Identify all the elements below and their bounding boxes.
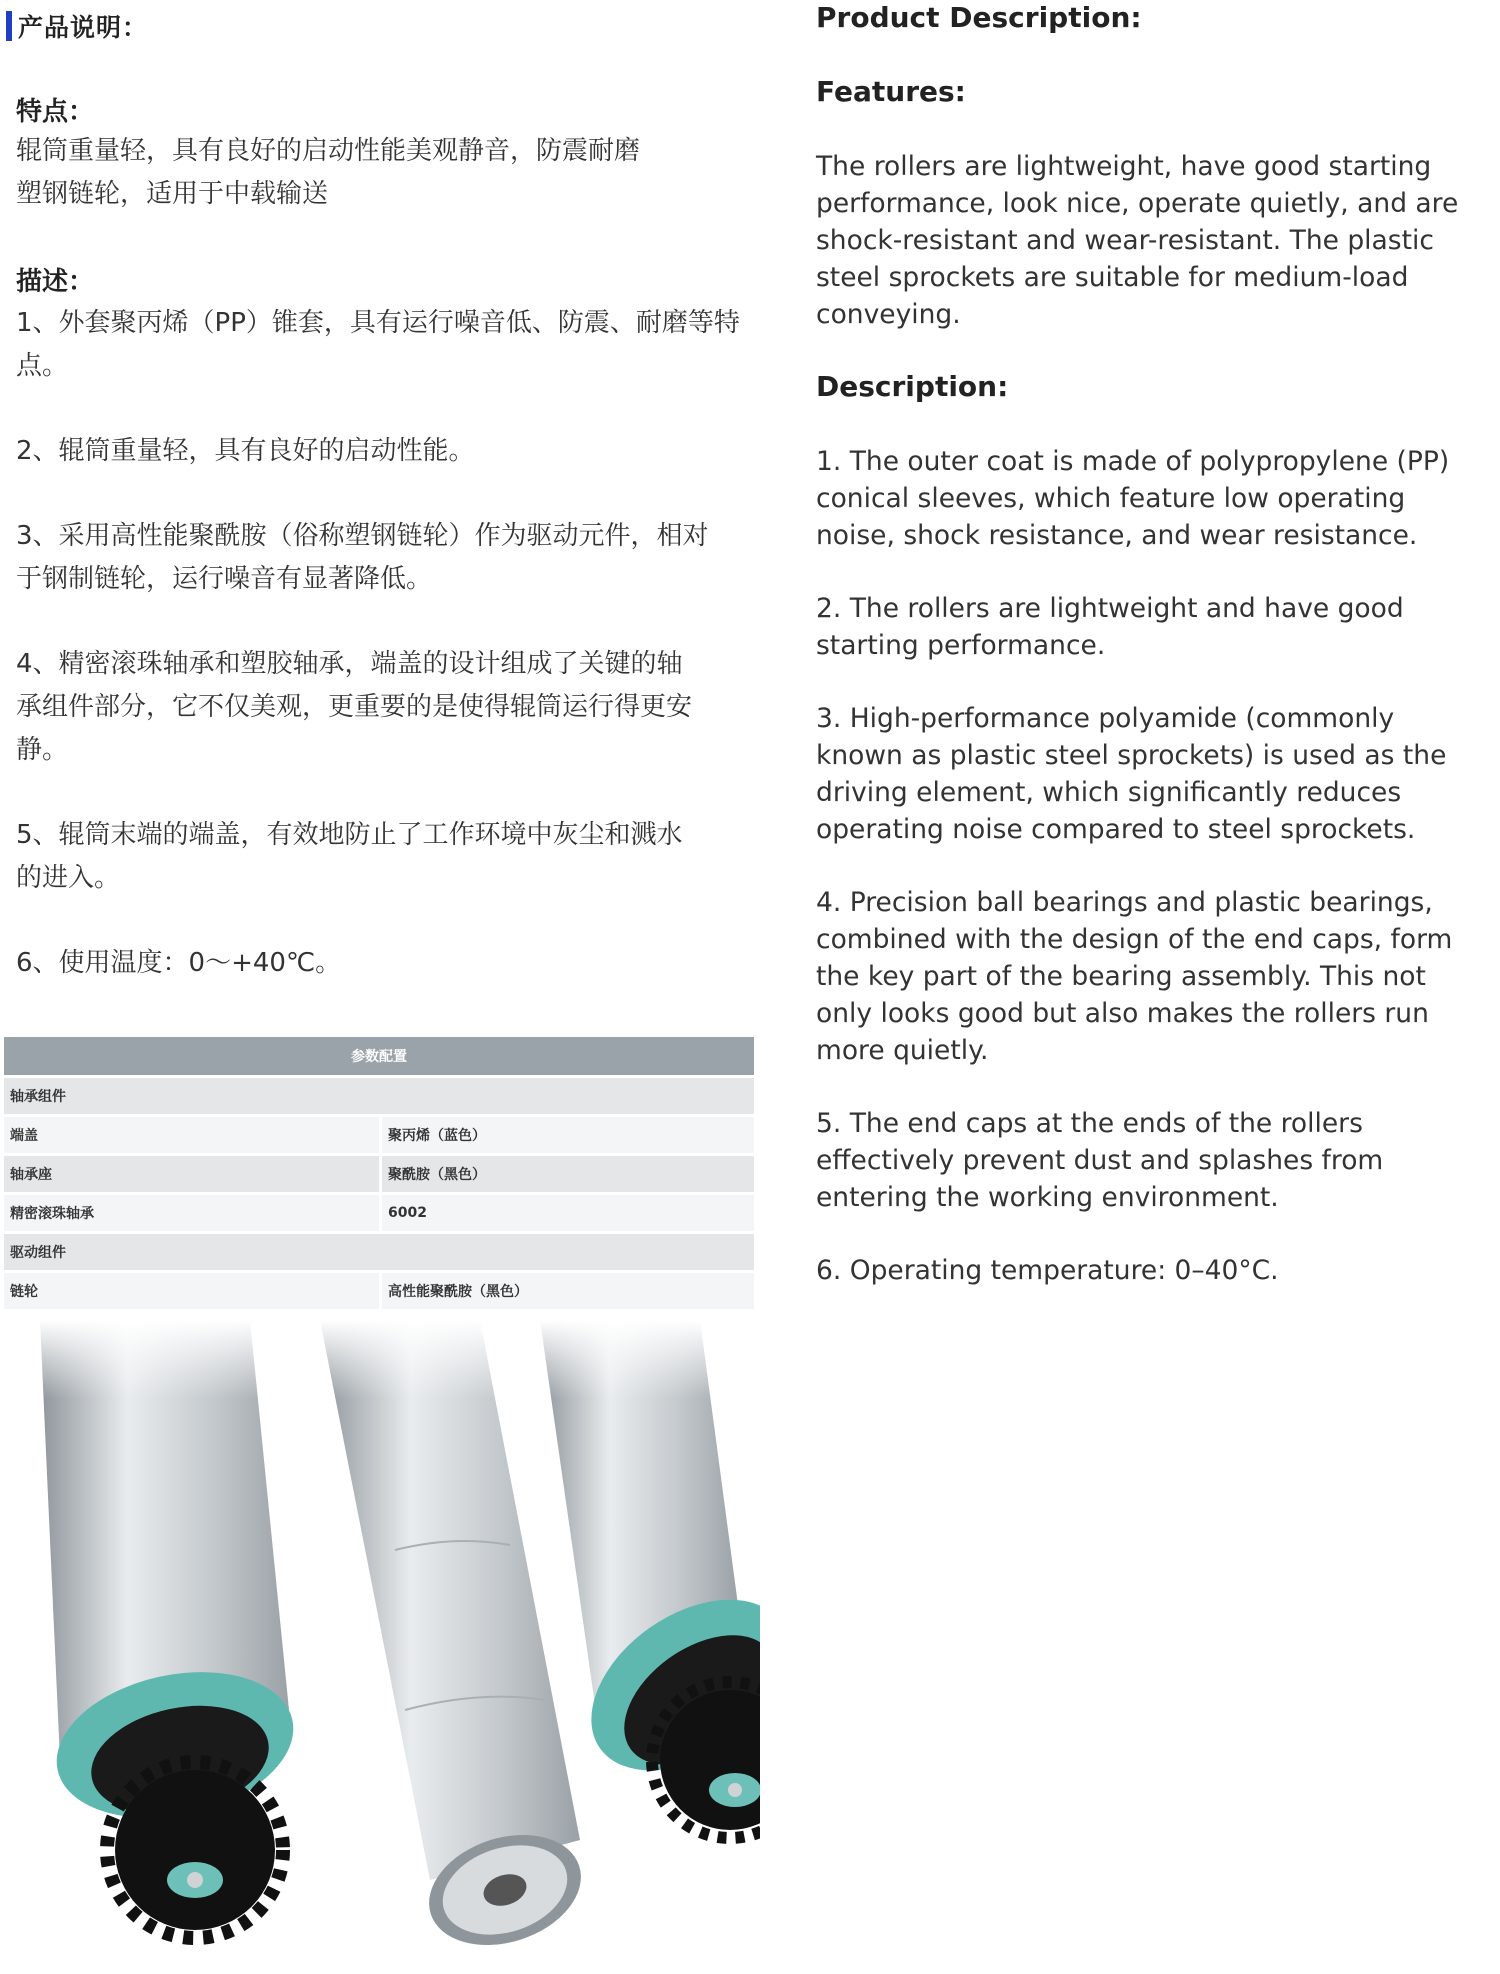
spec-group-label: 驱动组件	[4, 1234, 754, 1270]
spec-name: 轴承座	[4, 1156, 379, 1192]
section-title: 产品说明：	[18, 13, 149, 42]
spec-value: 6002	[379, 1195, 754, 1231]
description-item: 4. Precision ball bearings and plastic bearings, combined with the design of the end caps, form the key part of the bearing assembly. This not only looks good but also makes the rollers run more quietly.	[816, 887, 1453, 1066]
roller-product-photo	[0, 1320, 760, 1974]
spec-group-row	[4, 1078, 754, 1114]
table-row	[4, 1156, 754, 1192]
description-item-cn: 2、辊筒重量轻，具有良好的启动性能。	[16, 436, 475, 466]
table-row	[4, 1195, 754, 1231]
spec-name: 链轮	[4, 1273, 379, 1309]
spec-group-row	[4, 1234, 754, 1270]
description-heading-cn: 描述：	[16, 267, 95, 297]
spec-name: 端盖	[4, 1117, 379, 1153]
description-item-cn: 6、使用温度：0～+40℃。	[16, 948, 342, 978]
spec-table-header-row	[4, 1037, 754, 1075]
spec-value: 聚酰胺（黑色）	[379, 1156, 754, 1192]
features-heading-cn: 特点：	[16, 97, 95, 127]
accent-bar	[6, 11, 12, 41]
features-heading: Features:	[816, 75, 966, 108]
description-heading: Description:	[816, 370, 1009, 403]
table-row	[4, 1273, 754, 1309]
description-item: 2. The rollers are lightweight and have good starting performance.	[816, 593, 1404, 661]
description-item-cn: 3、采用高性能聚酰胺（俗称塑钢链轮）作为驱动元件，相对 于钢制链轮，运行噪音有显著降低。	[16, 521, 709, 594]
features-text-cn: 辊筒重量轻，具有良好的启动性能美观静音，防震耐磨 塑钢链轮，适用于中载输送	[16, 136, 641, 209]
description-item-cn: 1、外套聚丙烯（PP）锥套，具有运行噪音低、防震、耐磨等特 点。	[16, 308, 740, 381]
description-item-cn: 5、辊筒末端的端盖，有效地防止了工作环境中灰尘和溅水 的进入。	[16, 820, 683, 893]
description-item-cn: 4、精密滚珠轴承和塑胶轴承，端盖的设计组成了关键的轴 承组件部分，它不仅美观，更重要的是使得辊筒运行得更安 静。	[16, 649, 693, 765]
description-item: 1. The outer coat is made of polypropylene (PP) conical sleeves, which feature low operating noise, shock resistance, and wear resistance.	[816, 446, 1450, 551]
section-header	[6, 4, 766, 48]
spec-table	[4, 1034, 754, 1312]
spec-name: 精密滚珠轴承	[4, 1195, 379, 1231]
spec-group-label: 轴承组件	[4, 1078, 754, 1114]
features-text: The rollers are lightweight, have good starting performance, look nice, operate quietly, and are shock-resistant and wear-resistant. The plastic steel sprockets are suitable for medium-load conveying.	[816, 151, 1459, 330]
spec-table-header: 参数配置	[4, 1037, 754, 1075]
table-row	[4, 1117, 754, 1153]
chinese-description	[6, 0, 766, 985]
product-description-title: Product Description:	[816, 1, 1142, 34]
description-item: 6. Operating temperature: 0–40°C.	[816, 1255, 1279, 1286]
spec-value: 聚丙烯（蓝色）	[379, 1117, 754, 1153]
description-item: 5. The end caps at the ends of the rollers effectively prevent dust and splashes from entering the working environment.	[816, 1108, 1384, 1213]
description-item: 3. High-performance polyamide (commonly known as plastic steel sprockets) is used as the driving element, which significantly reduces operating noise compared to steel sprockets.	[816, 703, 1447, 845]
spec-value: 高性能聚酰胺（黑色）	[379, 1273, 754, 1309]
english-description	[816, 0, 1486, 1289]
